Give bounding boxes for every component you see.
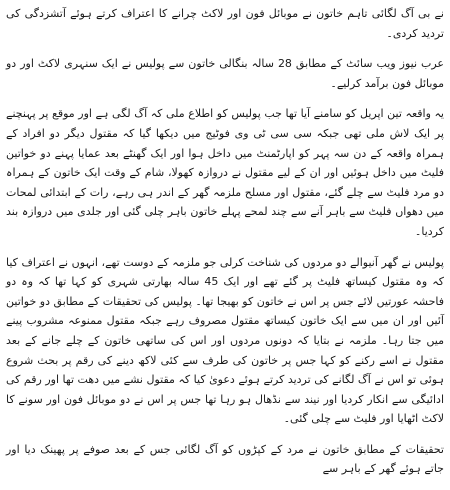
article-body: [6, 4, 444, 490]
article-paragraph: عرب نیوز ویب سائٹ کے مطابق 28 سالہ بنگالی خاتون سے پولیس نے ایک سنہری لاکٹ اور دو موبائل فون برآمد کرلیے۔: [6, 57, 444, 90]
article-paragraph: تحقیقات کے مطابق خاتون نے مرد کے کپڑوں کو آگ لگائی جس کے بعد صوفے پر پھینک دیا اور جاتے ہوئے گھر کے باہر سے: [6, 442, 444, 476]
article-paragraph: یہ واقعہ تین اپریل کو سامنے آیا تھا جب پولیس کو اطلاع ملی کہ آگ لگی ہے اور موقع پر پہنچنے پر ایک لاش ملی تھی جبکہ سی سی ٹی وی فوٹیج میں دیکھا گیا کہ مقتول دیگر دو افراد کے ہمراہ واقعہ کے دن سہ پہر کو اپارٹمنٹ میں داخل ہوا اور ایک گھنٹے بعد عمایا پہنے دو خواتین فلیٹ میں داخل ہوئیں اور ان کے لیے مقتول نے دروازہ کھولا، شام کے وقت ایک خاتون کے ہمراہ دو مرد فلیٹ سے چلے گئے، مقتول اور مسلح ملزمہ گھر کے اندر ہی رہے، رات کے ابتدائی لمحات میں دھواں فلیٹ سے باہر آنے سے چند لمحے پہلے خاتون باہر چلی گئی اور جلدی میں دروازہ بند کردیا۔: [6, 107, 444, 238]
article-paragraph: نے بی آگ لگائی تاہم خاتون نے موبائل فون اور لاکٹ چرانے کا اعتراف کرتے ہوئے آتشزدگی کی تردید کردی۔: [6, 7, 444, 40]
article-paragraph: پولیس نے گھر آنیوالے دو مردوں کی شناخت کرلی جو ملزمہ کے دوست تھے، انہوں نے اعتراف کیا کہ وہ مقتول کیساتھ فلیٹ پر گئے تھے اور ایک 45 سالہ بھارتی شہری کو کہا تھا کہ وہ دو فاحشہ عورتیں لائے جس پر اس نے خاتون کو بھیجا تھا۔ پولیس کی تحقیقات کے مطابق دو خواتین آئیں اور ان میں سے ایک خاتون کیساتھ مقتول مصروف رہے جبکہ مقتول ممنوعہ مشروب پینے میں جتا رہا۔ ملزمہ نے بتایا کہ دونوں مردوں اور اس کی ساتھی خاتون کے چلے جانے کے بعد مقتول نے اسے رکنے کو کہا جس پر خاتون کی طرف سے کئی لاکھ دینے کی رقم پر بحث شروع ہوئی تو اس نے آگ لگانے کی تردید کرتے ہوئے دعویٰ کیا کہ مقتول نشے میں دھت تھا اور رقم کی ادائیگی سے انکار کردیا اور نیند سے نڈھال ہو رہا تھا جس پر اس نے دو موبائل فون اور سونے کا لاکٹ اٹھایا اور فلیٹ سے چلی گئی۔: [6, 255, 444, 426]
